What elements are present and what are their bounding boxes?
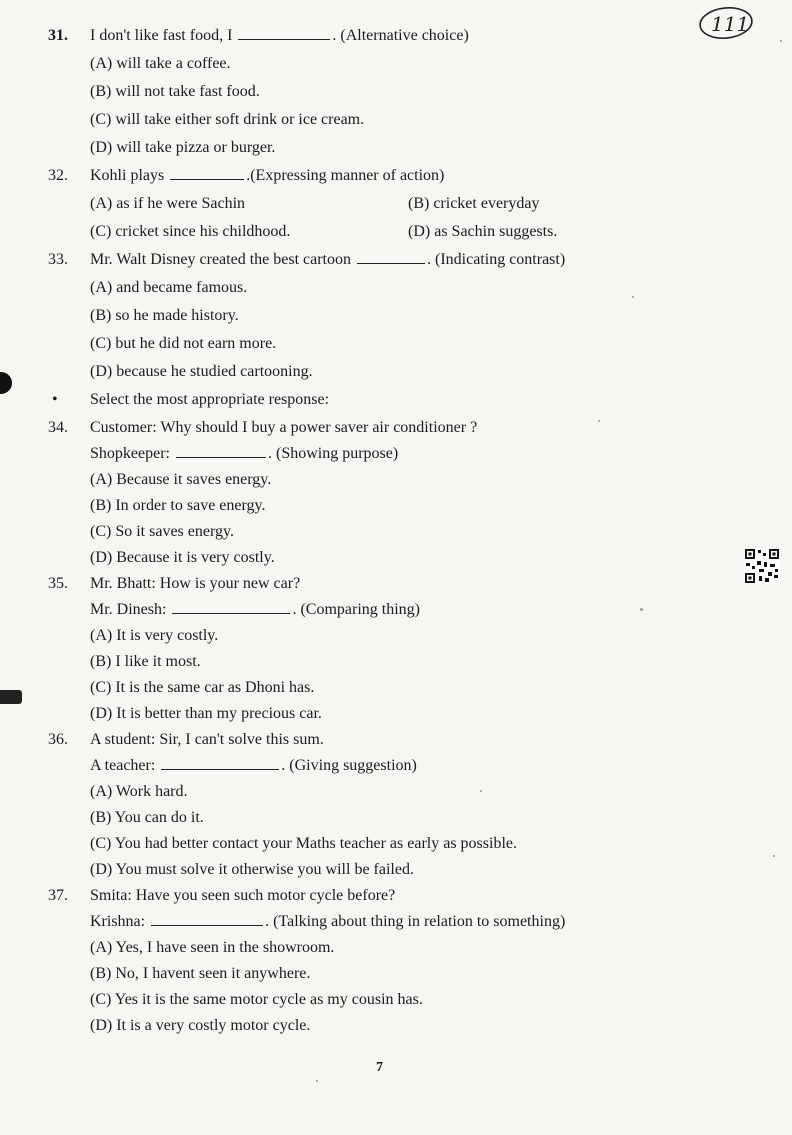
punch-hole-mark <box>0 372 12 394</box>
option: (C) So it saves energy. <box>90 523 234 540</box>
option: (C) You had better contact your Maths teacher as early as possible. <box>90 835 517 852</box>
scan-speck <box>480 790 482 792</box>
option: (D) as Sachin suggests. <box>408 223 558 240</box>
section-instruction: Select the most appropriate response: <box>90 391 330 408</box>
stem-text: I don't like fast food, I <box>90 27 233 44</box>
stem-tail: .(Expressing manner of action) <box>246 167 445 184</box>
answer-blank <box>176 456 266 458</box>
answer-blank <box>170 178 244 180</box>
option: (B) In order to save energy. <box>90 497 266 514</box>
stem-text: Kohli plays <box>90 167 165 184</box>
option: (C) It is the same car as Dhoni has. <box>90 679 315 696</box>
scan-speck <box>780 40 782 42</box>
option: (C) will take either soft drink or ice cream. <box>90 111 365 128</box>
answer-blank <box>172 612 290 614</box>
scan-speck <box>598 420 600 422</box>
option: (D) You must solve it otherwise you will be failed. <box>90 861 414 878</box>
option: (A) and became famous. <box>90 279 248 296</box>
option: (B) cricket everyday <box>408 195 540 212</box>
answer-blank <box>151 924 263 926</box>
option: (B) No, I havent seen it anywhere. <box>90 965 311 982</box>
option: (A) will take a coffee. <box>90 55 231 72</box>
dialogue-response-line <box>90 912 565 932</box>
scan-speck <box>632 296 634 298</box>
question-number: 32. <box>48 167 68 184</box>
speaker-label: Shopkeeper: <box>90 445 170 462</box>
speaker-label: A teacher: <box>90 757 156 774</box>
question-stem <box>90 26 469 46</box>
option: (A) It is very costly. <box>90 627 219 644</box>
qr-code-icon <box>744 548 780 584</box>
stem-tail: . (Giving suggestion) <box>281 757 417 774</box>
scan-speck <box>640 608 643 611</box>
corner-mark-text: 111 <box>711 12 750 36</box>
dialogue-response-line <box>90 444 398 464</box>
speaker-label: Krishna: <box>90 913 146 930</box>
answer-blank <box>357 262 425 264</box>
option: (C) cricket since his childhood. <box>90 223 291 240</box>
dialogue-line: Smita: Have you seen such motor cycle before? <box>90 887 396 904</box>
scan-speck <box>316 1080 318 1082</box>
question-number: 37. <box>48 887 68 904</box>
stem-tail: . (Indicating contrast) <box>427 251 566 268</box>
question-stem <box>90 250 565 270</box>
option: (A) as if he were Sachin <box>90 195 246 212</box>
dialogue-response-line <box>90 756 417 776</box>
page-number: 7 <box>376 1060 383 1075</box>
question-number: 36. <box>48 731 68 748</box>
dialogue-line: Customer: Why should I buy a power saver air conditioner ? <box>90 419 478 436</box>
option: (B) You can do it. <box>90 809 204 826</box>
option: (A) Work hard. <box>90 783 188 800</box>
option: (D) will take pizza or burger. <box>90 139 276 156</box>
binder-tab-mark <box>0 690 22 704</box>
option: (B) so he made history. <box>90 307 239 324</box>
stem-text: Mr. Walt Disney created the best cartoon <box>90 251 351 268</box>
stem-tail: . (Alternative choice) <box>332 27 469 44</box>
question-number: 35. <box>48 575 68 592</box>
option: (D) It is a very costly motor cycle. <box>90 1017 311 1034</box>
dialogue-line: Mr. Bhatt: How is your new car? <box>90 575 301 592</box>
stem-tail: . (Showing purpose) <box>267 445 399 462</box>
answer-blank <box>238 38 330 40</box>
option: (D) because he studied cartooning. <box>90 363 313 380</box>
option: (B) will not take fast food. <box>90 83 260 100</box>
question-stem <box>90 166 444 186</box>
option: (A) Because it saves energy. <box>90 471 272 488</box>
question-number: 34. <box>48 419 68 436</box>
option: (D) Because it is very costly. <box>90 549 275 566</box>
question-number: 31. <box>48 27 68 44</box>
bullet-marker: • <box>52 391 58 408</box>
option: (C) Yes it is the same motor cycle as my cousin has. <box>90 991 423 1008</box>
dialogue-response-line <box>90 600 420 620</box>
question-number: 33. <box>48 251 68 268</box>
scan-speck <box>773 855 775 857</box>
option: (A) Yes, I have seen in the showroom. <box>90 939 335 956</box>
option: (D) It is better than my precious car. <box>90 705 322 722</box>
option: (C) but he did not earn more. <box>90 335 277 352</box>
answer-blank <box>161 768 279 770</box>
stem-tail: . (Talking about thing in relation to something) <box>265 913 566 930</box>
stem-tail: . (Comparing thing) <box>292 601 420 618</box>
handwritten-page-mark <box>697 4 755 42</box>
option: (B) I like it most. <box>90 653 201 670</box>
dialogue-line: A student: Sir, I can't solve this sum. <box>90 731 324 748</box>
speaker-label: Mr. Dinesh: <box>90 601 167 618</box>
